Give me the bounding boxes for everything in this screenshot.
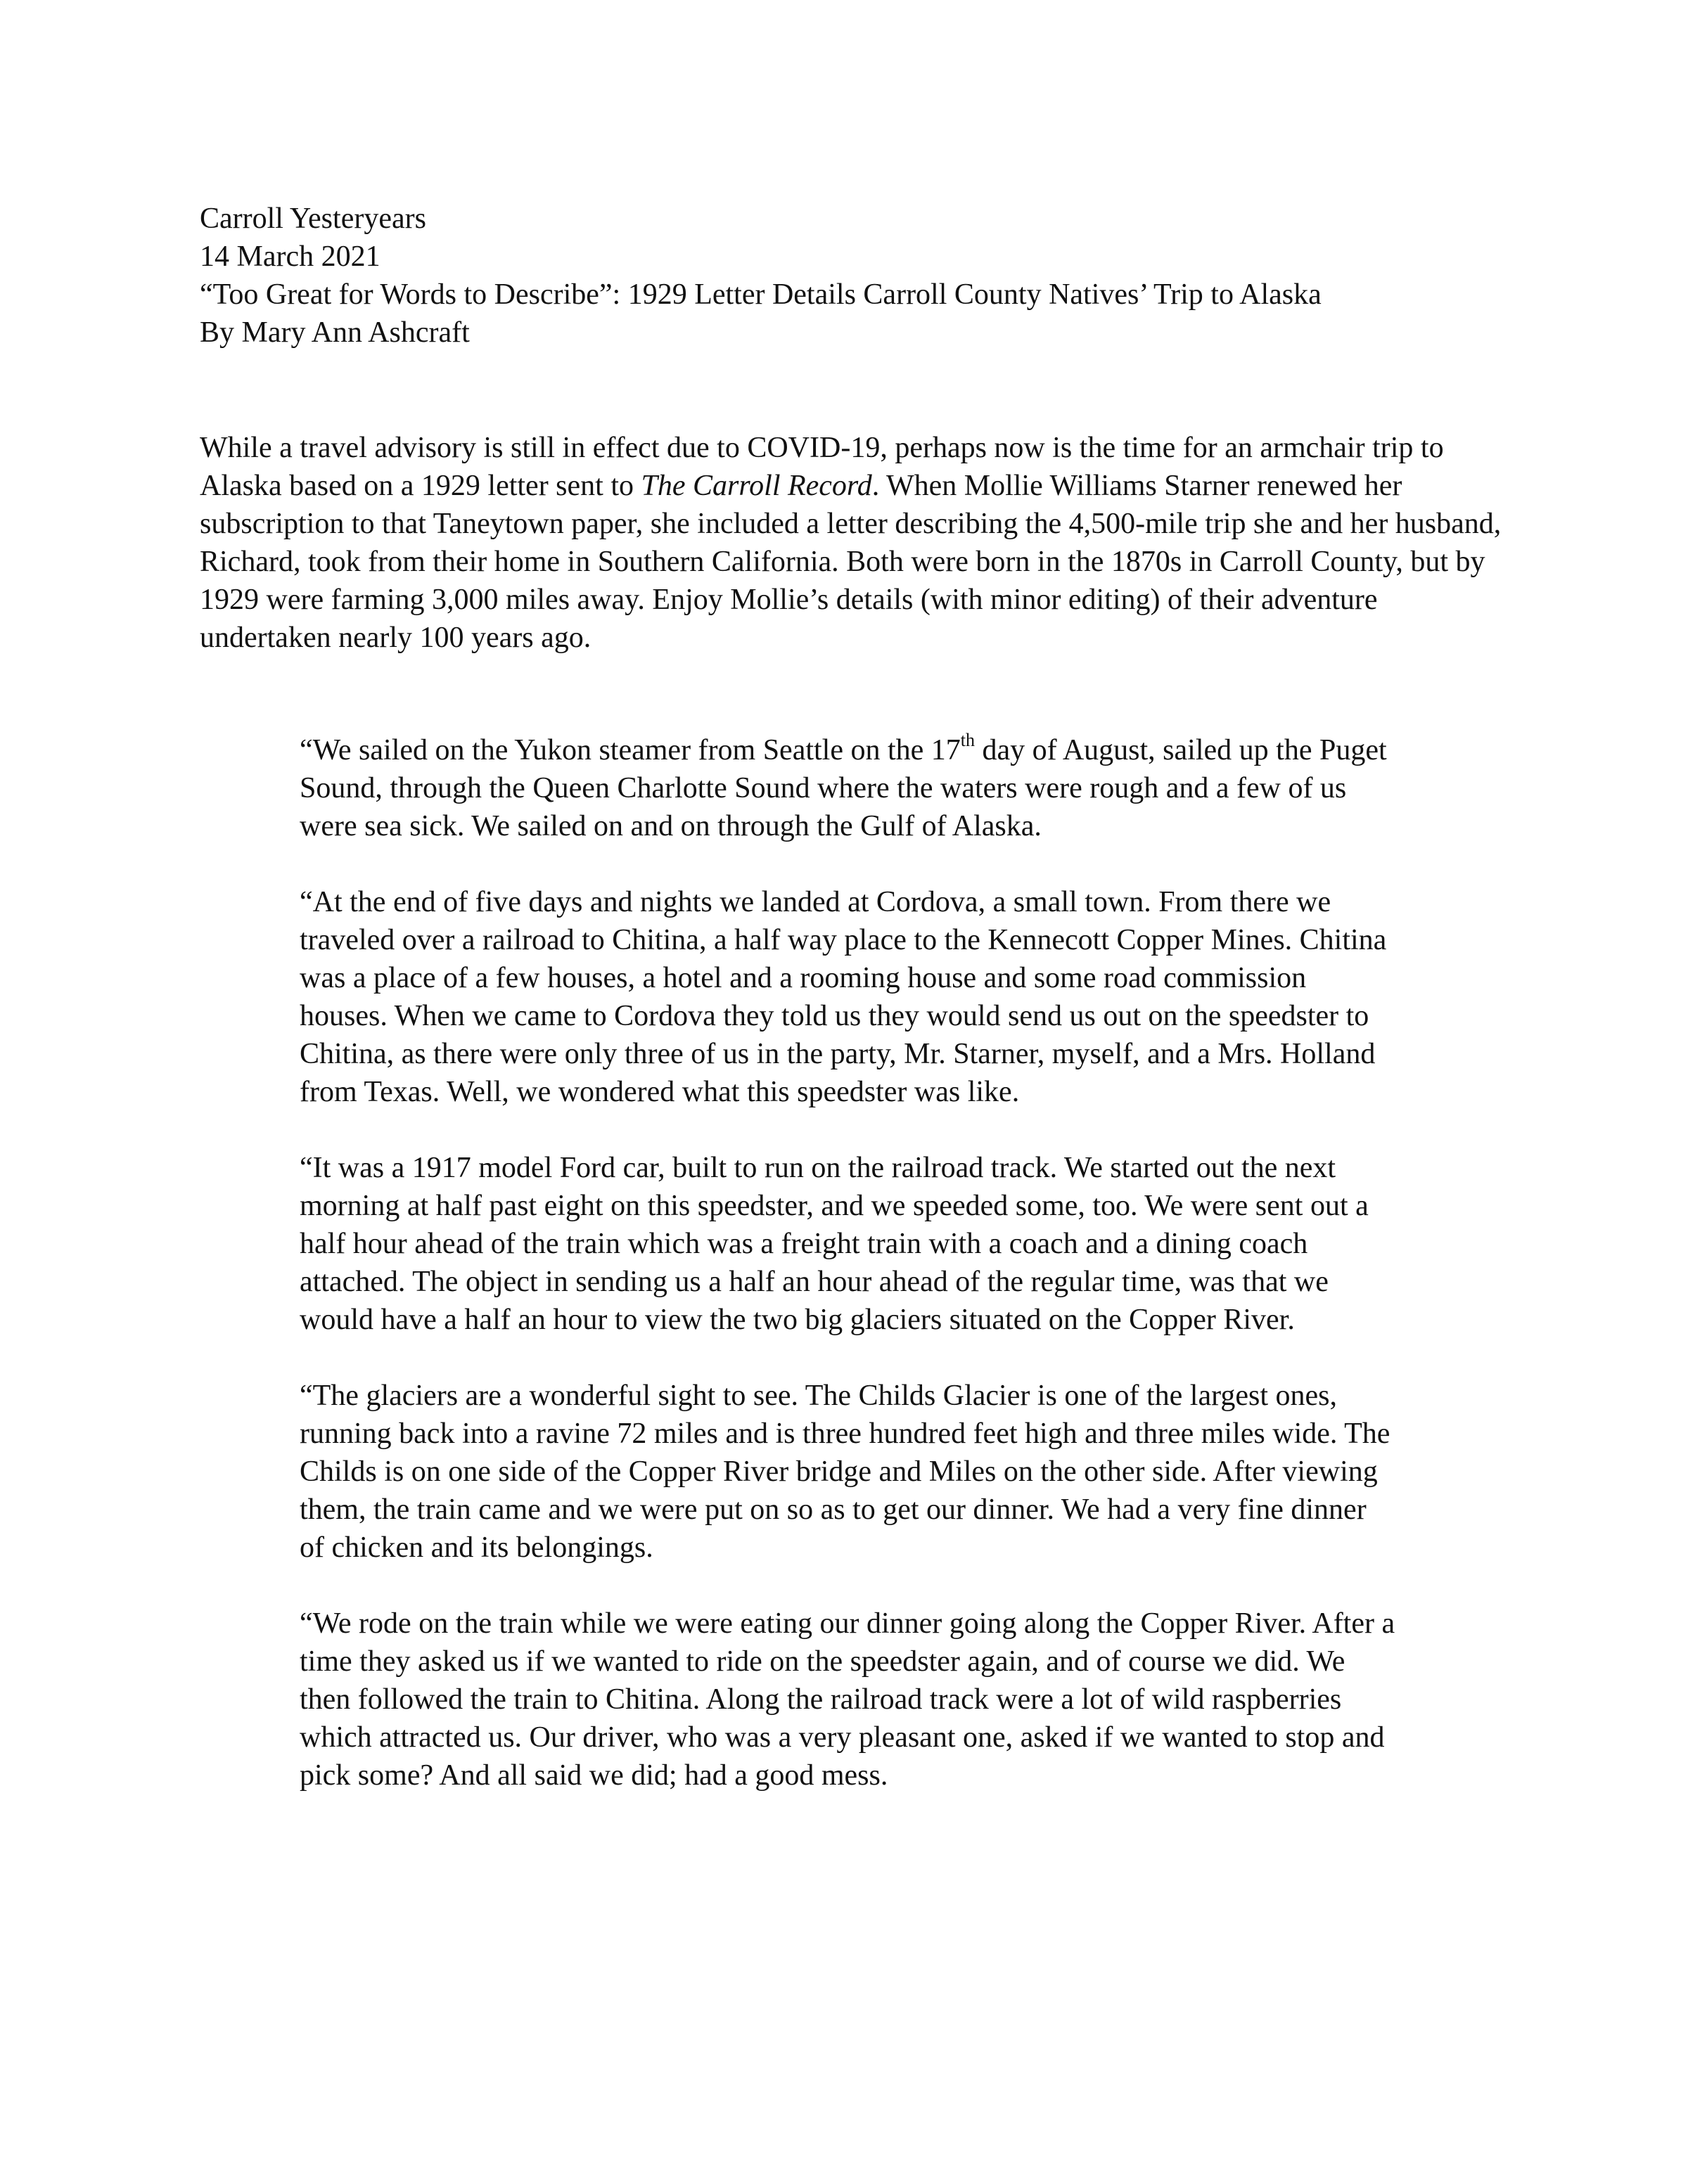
intro-paragraph — [200, 429, 1508, 657]
letter-paragraph-2: “At the end of five days and nights we landed at Cordova, a small town. From there we traveled over a railroad to Chitina, a half way place to the Kennecott Copper Mines. Chitina was a place of a few houses, a hotel and a rooming house and some road commission houses. When we came to Cordova they told us they would send us out on the speedster to Chitina, as there were only three of us in the party, Mr. Starner, myself, and a Mrs. Holland from Texas. Well, we wondered what this speedster was like. — [300, 886, 1387, 1108]
letter-p1-after: day of August, sailed up the Puget Sound, through the Queen Charlotte Sound where the waters were rough and a few of us were sea sick. We sailed on and on through the Gulf of Alaska. — [300, 734, 1387, 842]
letter-p1-before: “We sailed on the Yukon steamer from Seattle on the 17 — [300, 734, 961, 766]
publication-name: The Carroll Record — [641, 470, 872, 502]
letter-paragraph-1 — [300, 731, 1397, 845]
letter-paragraph-4: “The glaciers are a wonderful sight to see. The Childs Glacier is one of the largest ones, running back into a ravine 72 miles and is three hundred feet high and three miles wide. The Childs is on one side of the Copper River bridge and Miles on the other side. After viewing them, the train came and we were put on so as to get our dinner. We had a very fine dinner of chicken and its belongings. — [300, 1380, 1390, 1564]
letter-quote — [300, 731, 1397, 1832]
article-byline: By Mary Ann Ashcraft — [200, 316, 470, 349]
letter-paragraph-5: “We rode on the train while we were eating our dinner going along the Copper River. After a time they asked us if we wanted to ride on the speedster again, and of course we did. We then followed the train to Chitina. Along the railroad track were a lot of wild raspberries which attracted us. Our driver, who was a very pleasant one, asked if we wanted to stop and pick some? And all said we did; had a good mess. — [300, 1607, 1395, 1792]
article-date: 14 March 2021 — [200, 240, 381, 273]
article-header — [200, 200, 1536, 352]
article-title: “Too Great for Words to Describe”: 1929 Letter Details Carroll County Natives’ Trip to Alaska — [200, 278, 1322, 311]
intro-text-part2: . When Mollie Williams Starner renewed her subscription to that Taneytown paper, she included a letter describing the 4,500-mile trip she and her husband, Richard, took from their home in Southern California. Both were born in the 1870s in Carroll County, but by 1929 were farming 3,000 miles away. Enjoy Mollie’s details (with minor editing) of their adventure undertaken nearly 100 years ago. — [200, 470, 1502, 654]
column-name: Carroll Yesteryears — [200, 203, 426, 235]
letter-paragraph-3: “It was a 1917 model Ford car, built to run on the railroad track. We started out the next morning at half past eight on this speedster, and we speeded some, too. We were sent out a half hour ahead of the train which was a freight train with a coach and a dining coach attached. The object in sending us a half an hour ahead of the regular time, was that we would have a half an hour to view the two big glaciers situated on the Copper River. — [300, 1152, 1369, 1336]
intro-text-part1: While a travel advisory is still in effect due to COVID-19, perhaps now is the time for an armchair trip to Alaska based on a 1929 letter sent to — [200, 432, 1444, 502]
ordinal-suffix: th — [960, 730, 976, 750]
